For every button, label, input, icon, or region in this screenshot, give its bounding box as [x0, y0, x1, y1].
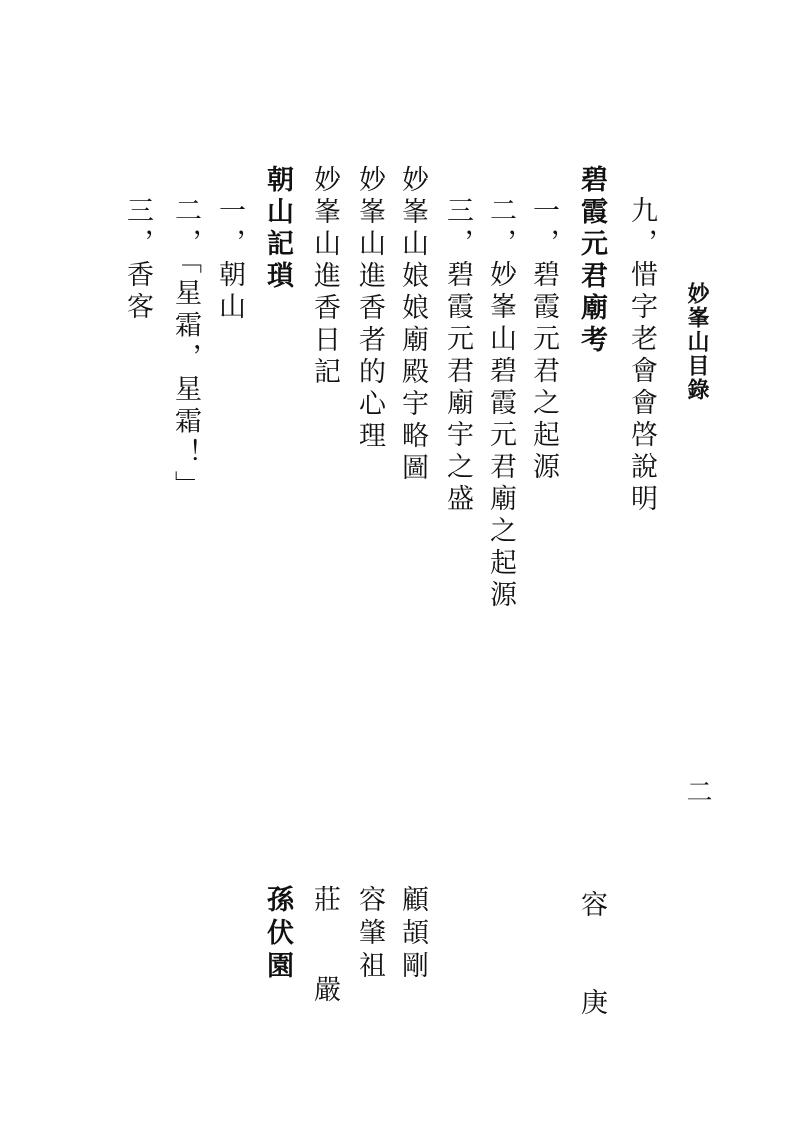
- running-title: 妙峯山目錄: [684, 282, 710, 402]
- toc-entry-title: 一，朝山: [214, 196, 245, 324]
- toc-entry-author: 顧頡剛: [397, 885, 428, 984]
- toc-entry-author: 孫伏園: [262, 885, 293, 984]
- toc-entry-title: 二，妙峯山碧霞元君廟之起源: [485, 196, 516, 612]
- toc-entry-title: 妙峯山進香者的心理: [354, 165, 385, 453]
- toc-entry-author: 容肇祖: [354, 885, 385, 984]
- toc-entry-title: 妙峯山進香日記: [309, 165, 340, 389]
- toc-entry-title: 妙峯山娘娘廟殿宇略圖: [397, 165, 428, 485]
- toc-entry-title: 九，惜字老會會啓說明: [626, 196, 657, 516]
- page-number: 二: [682, 778, 712, 809]
- toc-entry-title: 三，香客: [122, 196, 153, 324]
- toc-entry-title: 朝山記瑣: [262, 165, 293, 293]
- toc-entry-author: 莊 嚴: [309, 885, 340, 1020]
- toc-entry-author: 容 庚: [576, 890, 607, 1037]
- toc-entry-title: 二，「星霜，星霜！」: [170, 196, 201, 503]
- toc-entry-title: 三，碧霞元君廟宇之盛: [442, 196, 473, 516]
- toc-entry-title: 碧霞元君廟考: [576, 165, 607, 357]
- toc-entry-title: 一，碧霞元君之起源: [528, 196, 559, 484]
